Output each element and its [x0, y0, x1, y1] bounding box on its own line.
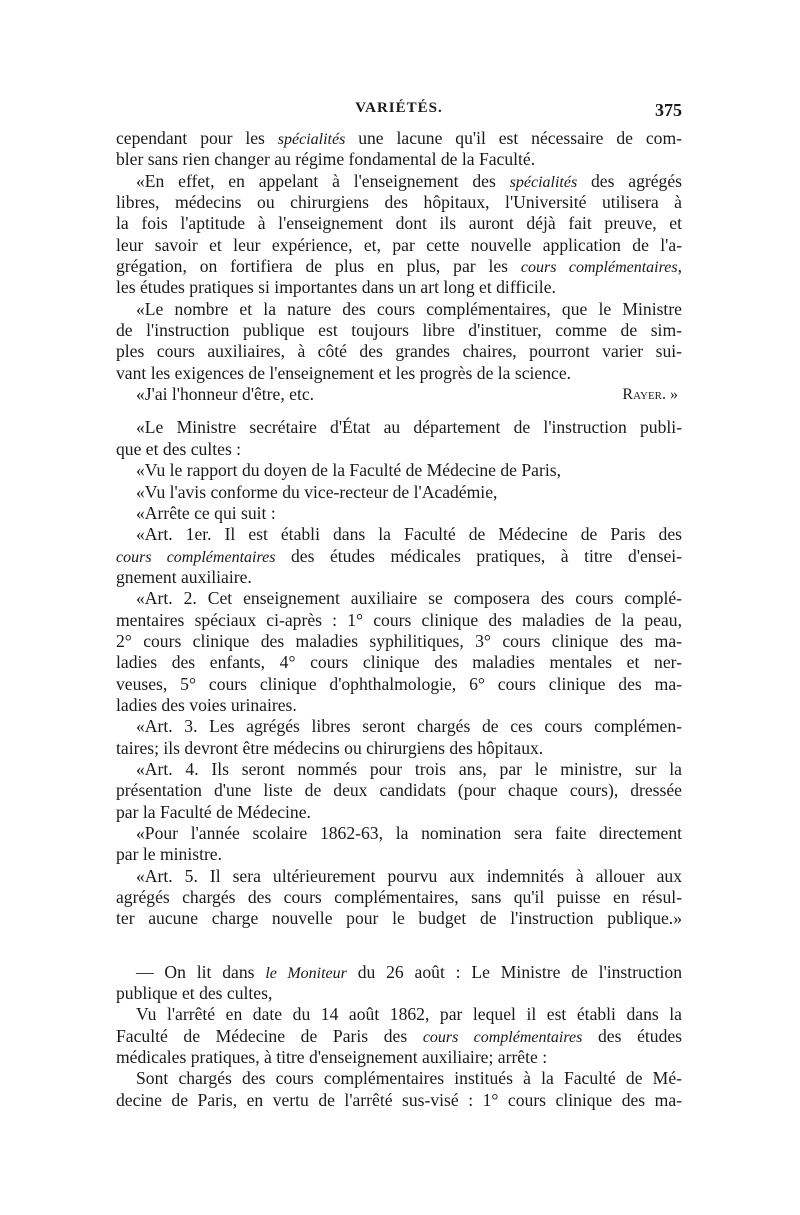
- text-line: [116, 299, 682, 320]
- text-segment: du 26 août : Le Ministre de l'instruction: [346, 961, 682, 982]
- text-segment: «Art. 3. Les agrégés libres seront chargés de ces cours complémen-: [136, 716, 682, 737]
- paragraph-gap: [116, 405, 682, 417]
- text-line: [116, 866, 682, 887]
- text-segment: «Art. 1er. Il est établi dans la Faculté de Médecine de Paris des: [136, 524, 682, 545]
- text-line: [116, 567, 682, 588]
- text-line: [116, 802, 682, 823]
- text-line: [116, 652, 682, 673]
- text-segment: «Le Ministre secrétaire d'État au département de l'instruction publi-: [136, 417, 682, 438]
- text-line: [116, 417, 682, 438]
- text-line: [116, 1090, 682, 1111]
- text-segment: 2° cours clinique des maladies syphilitiques, 3° cours clinique des ma-: [116, 630, 682, 651]
- text-line: [116, 1026, 682, 1047]
- text-segment: de l'instruction publique est toujours libre d'instituer, comme de sim-: [116, 320, 682, 341]
- italic-segment: le Moniteur: [265, 964, 347, 982]
- text-line: [116, 674, 682, 695]
- text-line: [116, 460, 682, 481]
- text-segment: «Pour l'année scolaire 1862-63, la nomination sera faite directement: [136, 823, 682, 843]
- text-line: [116, 546, 682, 567]
- text-segment: des agrégés: [577, 170, 683, 191]
- page-header: [116, 100, 682, 130]
- text-segment: ples cours auxiliaires, à côté des grandes chaires, pourront varier sui-: [116, 341, 682, 362]
- body-text: [116, 128, 682, 1111]
- text-line: [116, 439, 682, 460]
- italic-segment: spécialités: [509, 173, 578, 191]
- text-segment: publique et des cultes,: [116, 983, 273, 1004]
- text-segment: grégation, on fortifiera de plus en plus, par les: [116, 256, 521, 277]
- text-segment: la fois l'aptitude à l'enseignement dont ils auront déjà fait preuve, et: [116, 213, 682, 234]
- text-line: [116, 1004, 682, 1025]
- text-segment: ,: [677, 256, 682, 277]
- text-line: [116, 823, 682, 844]
- text-line: [116, 588, 682, 609]
- text-segment: «Art. 2. Cet enseignement auxiliaire se composera des cours complé-: [136, 588, 682, 609]
- text-line: [116, 482, 682, 503]
- text-segment: leur savoir et leur expérience, et, par cette nouvelle application de l'a-: [116, 234, 682, 255]
- text-segment: par le ministre.: [116, 844, 223, 865]
- text-line: [116, 962, 682, 983]
- text-line: [116, 844, 682, 865]
- text-segment: «Le nombre et la nature des cours complémentaires, que le Ministre: [136, 298, 682, 319]
- italic-segment: spécialités: [277, 131, 346, 148]
- text-line: [116, 738, 682, 759]
- text-segment: une lacune qu'il est nécessaire de com-: [345, 128, 682, 148]
- text-line: [116, 759, 682, 780]
- text-line: [116, 320, 682, 341]
- text-segment: decine de Paris, en vertu de l'arrêté sus-visé : 1° cours clinique des ma-: [116, 1089, 682, 1110]
- text-segment: mentaires spéciaux ci-après : 1° cours clinique des maladies de la peau,: [116, 609, 682, 630]
- text-segment: «Vu l'avis conforme du vice-recteur de l'Académie,: [136, 481, 498, 502]
- text-line: [116, 908, 682, 929]
- text-line: [116, 1047, 682, 1068]
- text-segment: présentation d'une liste de deux candidats (pour chaque cours), dressée: [116, 780, 682, 801]
- text-segment: «Art. 5. Il sera ultérieurement pourvu aux indemnités à allouer aux: [136, 865, 682, 886]
- text-segment: agrégés chargés des cours complémentaires, sans qu'il puisse en résul-: [116, 887, 682, 908]
- text-segment: «Art. 4. Ils seront nommés pour trois ans, par le ministre, sur la: [136, 758, 682, 779]
- text-segment: «En effet, en appelant à l'enseignement des: [136, 170, 510, 191]
- text-segment: ladies des enfants, 4° cours clinique des maladies mentales et ner-: [116, 652, 682, 673]
- text-line: [116, 1068, 682, 1089]
- text-line: [116, 128, 682, 149]
- text-line: [116, 213, 682, 234]
- text-segment: Vu l'arrêté en date du 14 août 1862, par lequel il est établi dans la: [136, 1004, 682, 1025]
- text-line: [116, 695, 682, 716]
- text-segment: gnement auxiliaire.: [116, 566, 252, 587]
- text-line: [116, 363, 682, 384]
- text-segment: taires; ils devront être médecins ou chirurgiens des hôpitaux.: [116, 737, 544, 758]
- text-segment: «J'ai l'honneur d'être, etc.: [136, 384, 315, 405]
- text-segment: des études médicales pratiques, à titre d'ensei-: [275, 545, 682, 566]
- text-segment: Sont chargés des cours complémentaires institués à la Faculté de Mé-: [136, 1068, 682, 1089]
- text-line: [116, 384, 682, 405]
- text-segment: que et des cultes :: [116, 438, 242, 459]
- text-line: [116, 503, 682, 524]
- text-line: [116, 171, 682, 192]
- text-segment: Faculté de Médecine de Paris des: [116, 1025, 423, 1046]
- text-line: [116, 235, 682, 256]
- text-line: [116, 149, 682, 170]
- text-segment: cependant pour les: [116, 128, 278, 148]
- text-line: [116, 716, 682, 737]
- text-segment: ladies des voies urinaires.: [116, 694, 297, 715]
- text-segment: — On lit dans: [136, 961, 266, 982]
- text-segment: bler sans rien changer au régime fondamental de la Faculté.: [116, 149, 536, 170]
- text-line: [116, 983, 682, 1004]
- running-head: VARIÉTÉS.: [355, 100, 443, 116]
- italic-segment: cours complémentaires: [116, 548, 276, 566]
- text-line: [116, 277, 682, 298]
- text-line: [116, 887, 682, 908]
- text-segment: les études pratiques si importantes dans un art long et difficile.: [116, 277, 556, 298]
- text-segment: libres, médecins ou chirurgiens des hôpitaux, l'Université utilisera à: [116, 192, 682, 213]
- text-line: [116, 256, 682, 277]
- italic-segment: cours complémentaires: [520, 259, 678, 277]
- text-line: [116, 524, 682, 545]
- text-segment: médicales pratiques, à titre d'enseignement auxiliaire; arrête :: [116, 1047, 548, 1068]
- paragraph-gap: [116, 930, 682, 962]
- italic-segment: cours complémentaires: [422, 1028, 583, 1046]
- text-segment: vant les exigences de l'enseignement et les progrès de la science.: [116, 362, 572, 383]
- text-segment: des études: [582, 1025, 683, 1046]
- text-line: [116, 780, 682, 801]
- text-line: [116, 610, 682, 631]
- text-segment: par la Faculté de Médecine.: [116, 801, 311, 822]
- text-segment: «Arrête ce qui suit :: [136, 502, 276, 523]
- text-line: [116, 341, 682, 362]
- text-line: [116, 631, 682, 652]
- text-segment: «Vu le rapport du doyen de la Faculté de Médecine de Paris,: [136, 460, 561, 481]
- text-line: [116, 192, 682, 213]
- signature: Rayer. »: [622, 386, 678, 404]
- text-segment: veuses, 5° cours clinique d'ophthalmologie, 6° cours clinique des ma-: [116, 673, 682, 694]
- page-number: 375: [655, 100, 682, 120]
- text-segment: ter aucune charge nouvelle pour le budget de l'instruction publique.»: [116, 908, 682, 929]
